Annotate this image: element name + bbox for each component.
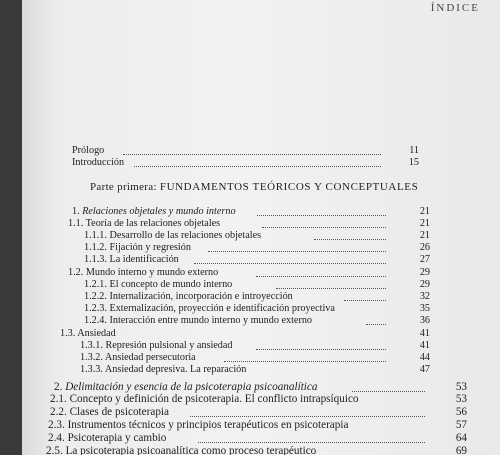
toc-entry-number: 1.1.1. xyxy=(84,230,107,241)
toc-entry-page: 15 xyxy=(408,157,419,168)
toc-entry-section xyxy=(46,445,467,455)
part-prefix: Parte primera: xyxy=(90,181,157,193)
toc-entry-title: Delimitación y esencia de la psicoterapia psicoanalítica xyxy=(65,381,318,393)
book-page xyxy=(22,0,500,455)
toc-entry-title: Instrumentos técnicos y principios terapéuticos en psicoterapia xyxy=(67,419,349,431)
toc-entry-page: 32 xyxy=(419,291,430,302)
toc-entry-label xyxy=(46,445,316,455)
toc-entry-page: 47 xyxy=(419,364,430,375)
toc-entry-label: Introducción xyxy=(72,157,125,168)
toc-entry-page: 21 xyxy=(419,230,430,241)
toc-entry-label xyxy=(50,406,169,419)
toc-entry-label xyxy=(48,432,166,445)
toc-entry-number: 2.5. xyxy=(46,445,63,455)
toc-entry-title: Relaciones objetales y mundo interno xyxy=(82,206,236,217)
toc-entry-page: 57 xyxy=(455,419,467,431)
leader-dots xyxy=(190,403,425,417)
toc-entry-title: Concepto y definición de psicoterapia. El conflicto intrapsíquico xyxy=(69,393,359,405)
toc-entry-page: 27 xyxy=(419,254,430,265)
toc-entry-number: 2.1. xyxy=(50,393,67,405)
toc-entry-title: Internalización, incorporación e introyección xyxy=(109,291,293,302)
toc-entry-subsection xyxy=(80,363,430,376)
leader-dots xyxy=(344,287,386,301)
toc-entry-page: 29 xyxy=(419,279,430,290)
toc-entry-page: 44 xyxy=(419,352,430,363)
toc-entry-number: 1.3.3. xyxy=(80,364,103,375)
leader-dots xyxy=(352,378,425,392)
toc-entry-title: Ansiedad persecutoria xyxy=(104,352,196,363)
toc-entry-title: La identificación xyxy=(109,254,179,265)
toc-entry-section xyxy=(50,406,467,419)
leader-dots xyxy=(366,311,386,325)
toc-entry-title: Fijación y regresión xyxy=(109,242,191,253)
toc-entry-page: 21 xyxy=(419,218,430,229)
toc-entry-number: 1.3.1. xyxy=(80,340,103,351)
toc-entry-title: Ansiedad xyxy=(77,328,116,339)
toc-entry-page: 53 xyxy=(455,393,467,405)
toc-entry-introduccion xyxy=(72,156,419,169)
toc-entry-title: Represión pulsional y ansiedad xyxy=(105,340,233,351)
toc-entry-subsection xyxy=(84,314,430,327)
toc-entry-number: 2. xyxy=(54,381,63,393)
toc-entry-number: 2.3. xyxy=(48,419,65,431)
toc-entry-label: Prólogo xyxy=(72,145,105,156)
toc-entry-number: 1.2. xyxy=(68,267,84,278)
toc-entry-number: 2.4. xyxy=(48,432,65,444)
toc-entry-page: 26 xyxy=(419,242,430,253)
toc-entry-title: Interacción entre mundo interno y mundo externo xyxy=(109,315,313,326)
toc-entry-page: 53 xyxy=(455,381,467,393)
toc-entry-number: 1. xyxy=(72,206,80,217)
part-title xyxy=(90,181,418,193)
toc-entry-page: 56 xyxy=(455,406,467,418)
toc-entry-number: 1.2.2. xyxy=(84,291,107,302)
toc-entry-title: Psicoterapia y cambio xyxy=(67,432,167,444)
toc-entry-label xyxy=(80,363,246,376)
toc-entry-label xyxy=(84,253,179,266)
toc-entry-title: Desarrollo de las relaciones objetales xyxy=(109,230,262,241)
toc-entry-page: 41 xyxy=(419,340,430,351)
toc-entry-page: 36 xyxy=(419,315,430,326)
toc-entry-page: 11 xyxy=(409,145,419,156)
toc-entry-page: 21 xyxy=(419,206,430,217)
toc-entry-title: Teoría de las relaciones objetales xyxy=(85,218,221,229)
toc-entry-page: 35 xyxy=(419,303,430,314)
toc-entry-number: 1.1. xyxy=(68,218,84,229)
toc-entry-page: 64 xyxy=(455,432,467,444)
toc-entry-title: Externalización, proyección e identificación proyectiva xyxy=(109,303,335,314)
toc-entry-number: 1.2.3. xyxy=(84,303,107,314)
toc-entry-title: El concepto de mundo interno xyxy=(109,279,233,290)
toc-entry-number: 1.3. xyxy=(60,328,76,339)
toc-entry-page: 69 xyxy=(455,445,467,455)
toc-entry-title: La psicoterapia psicoanalítica como proceso terapéutico xyxy=(65,445,317,455)
leader-dots xyxy=(194,250,386,264)
page-header-index: ÍNDICE xyxy=(430,2,480,14)
toc-entry-title: Clases de psicoterapia xyxy=(69,406,169,418)
leader-dots xyxy=(134,153,381,167)
leader-dots xyxy=(198,429,425,443)
toc-entry-number: 1.1.2. xyxy=(84,242,107,253)
toc-entry-page: 29 xyxy=(419,267,430,278)
toc-entry-page: 41 xyxy=(419,328,430,339)
toc-entry-title: Ansiedad depresiva. La reparación xyxy=(104,364,247,375)
toc-entry-number: 1.1.3. xyxy=(84,254,107,265)
toc-entry-number: 1.2.4. xyxy=(84,315,107,326)
toc-entry-title: Mundo interno y mundo externo xyxy=(85,267,219,278)
toc-entry-label xyxy=(84,314,312,327)
toc-entry-number: 2.2. xyxy=(50,406,67,418)
part-heading: FUNDAMENTOS TEÓRICOS Y CONCEPTUALES xyxy=(159,181,419,193)
toc-entry-number: 1.2.1. xyxy=(84,279,107,290)
toc-entry-section xyxy=(48,432,467,445)
leader-dots xyxy=(224,348,386,362)
toc-entry-number: 1.3.2. xyxy=(80,352,103,363)
